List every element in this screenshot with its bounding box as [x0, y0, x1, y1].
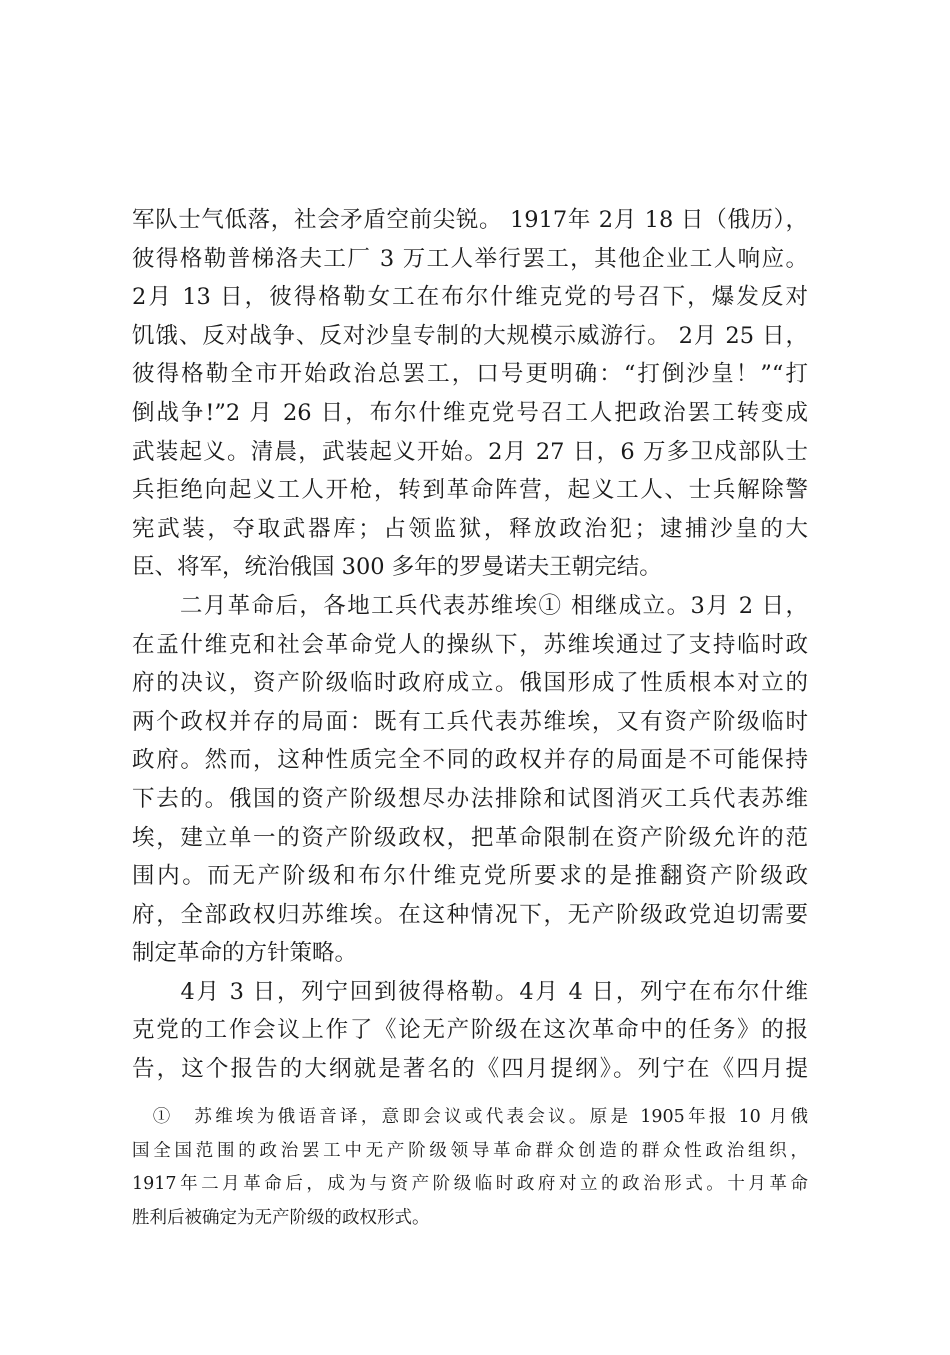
body-text [132, 201, 808, 1089]
body-line: 制定革命的方针策略。 [132, 940, 358, 967]
body-line: 饥饿、反对战争、反对沙皇专制的大规模示威游行。 2月 25 日， [132, 322, 808, 349]
body-line: 宪武装，夺取武器库；占领监狱，释放政治犯；逮捕沙皇的大 [132, 515, 808, 542]
body-line: 政府。然而，这种性质完全不同的政权并存的局面是不可能保持 [132, 747, 808, 774]
body-line: 克党的工作会议上作了《论无产阶级在这次革命中的任务》的报 [132, 1017, 808, 1044]
body-line: 下去的。俄国的资产阶级想尽办法排除和试图消灭工兵代表苏维 [132, 785, 808, 812]
body-line: 告，这个报告的大纲就是著名的《四月提纲》。列宁在《四月提 [132, 1056, 808, 1083]
body-line: 两个政权并存的局面：既有工兵代表苏维埃，又有资产阶级临时 [132, 708, 808, 735]
body-line: 彼得格勒普梯洛夫工厂 3 万工人举行罢工，其他企业工人响应。 [132, 245, 808, 272]
body-line: 在孟什维克和社会革命党人的操纵下，苏维埃通过了支持临时政 [132, 631, 808, 658]
body-line: 围内。而无产阶级和布尔什维克党所要求的是推翻资产阶级政 [132, 863, 808, 890]
body-line: 府的决议，资产阶级临时政府成立。俄国形成了性质根本对立的 [132, 670, 808, 697]
footnote-block [132, 1101, 808, 1235]
body-line: 彼得格勒全市开始政治总罢工，口号更明确：“打倒沙皇！”“打 [132, 361, 808, 388]
body-line: 府，全部政权归苏维埃。在这种情况下，无产阶级政党迫切需要 [132, 901, 808, 928]
body-line: 2月 13 日，彼得格勒女工在布尔什维克党的号召下，爆发反对 [132, 284, 808, 311]
body-line: 武装起义。清晨，武装起义开始。2月 27 日，6 万多卫戍部队士 [132, 438, 808, 465]
body-line: 二月革命后，各地工兵代表苏维埃① 相继成立。3月 2 日， [132, 592, 808, 619]
body-line: 4月 3 日，列宁回到彼得格勒。4月 4 日，列宁在布尔什维 [132, 978, 808, 1005]
body-line: 军队士气低落，社会矛盾空前尖锐。 1917年 2月 18 日（俄历）， [132, 207, 808, 233]
footnote-line: 国全国范围的政治罢工中无产阶级领导革命群众创造的群众性政治组织， [132, 1140, 808, 1161]
body-line: 埃，建立单一的资产阶级政权，把革命限制在资产阶级允许的范 [132, 824, 808, 851]
body-line: 臣、将军，统治俄国 300 多年的罗曼诺夫王朝完结。 [132, 554, 662, 581]
body-line: 倒战争!”2 月 26 日，布尔什维克党号召工人把政治罢工转变成 [132, 399, 808, 426]
footnote-line: 胜利后被确定为无产阶级的政权形式。 [132, 1207, 430, 1228]
body-line: 兵拒绝向起义工人开枪，转到革命阵营，起义工人、士兵解除警 [132, 477, 808, 504]
footnote-line: ① 苏维埃为俄语音译，意即会议或代表会议。原是 1905年报 10 月俄 [132, 1107, 808, 1127]
footnote-line: 1917年二月革命后，成为与资产阶级临时政府对立的政治形式。十月革命 [132, 1174, 808, 1194]
